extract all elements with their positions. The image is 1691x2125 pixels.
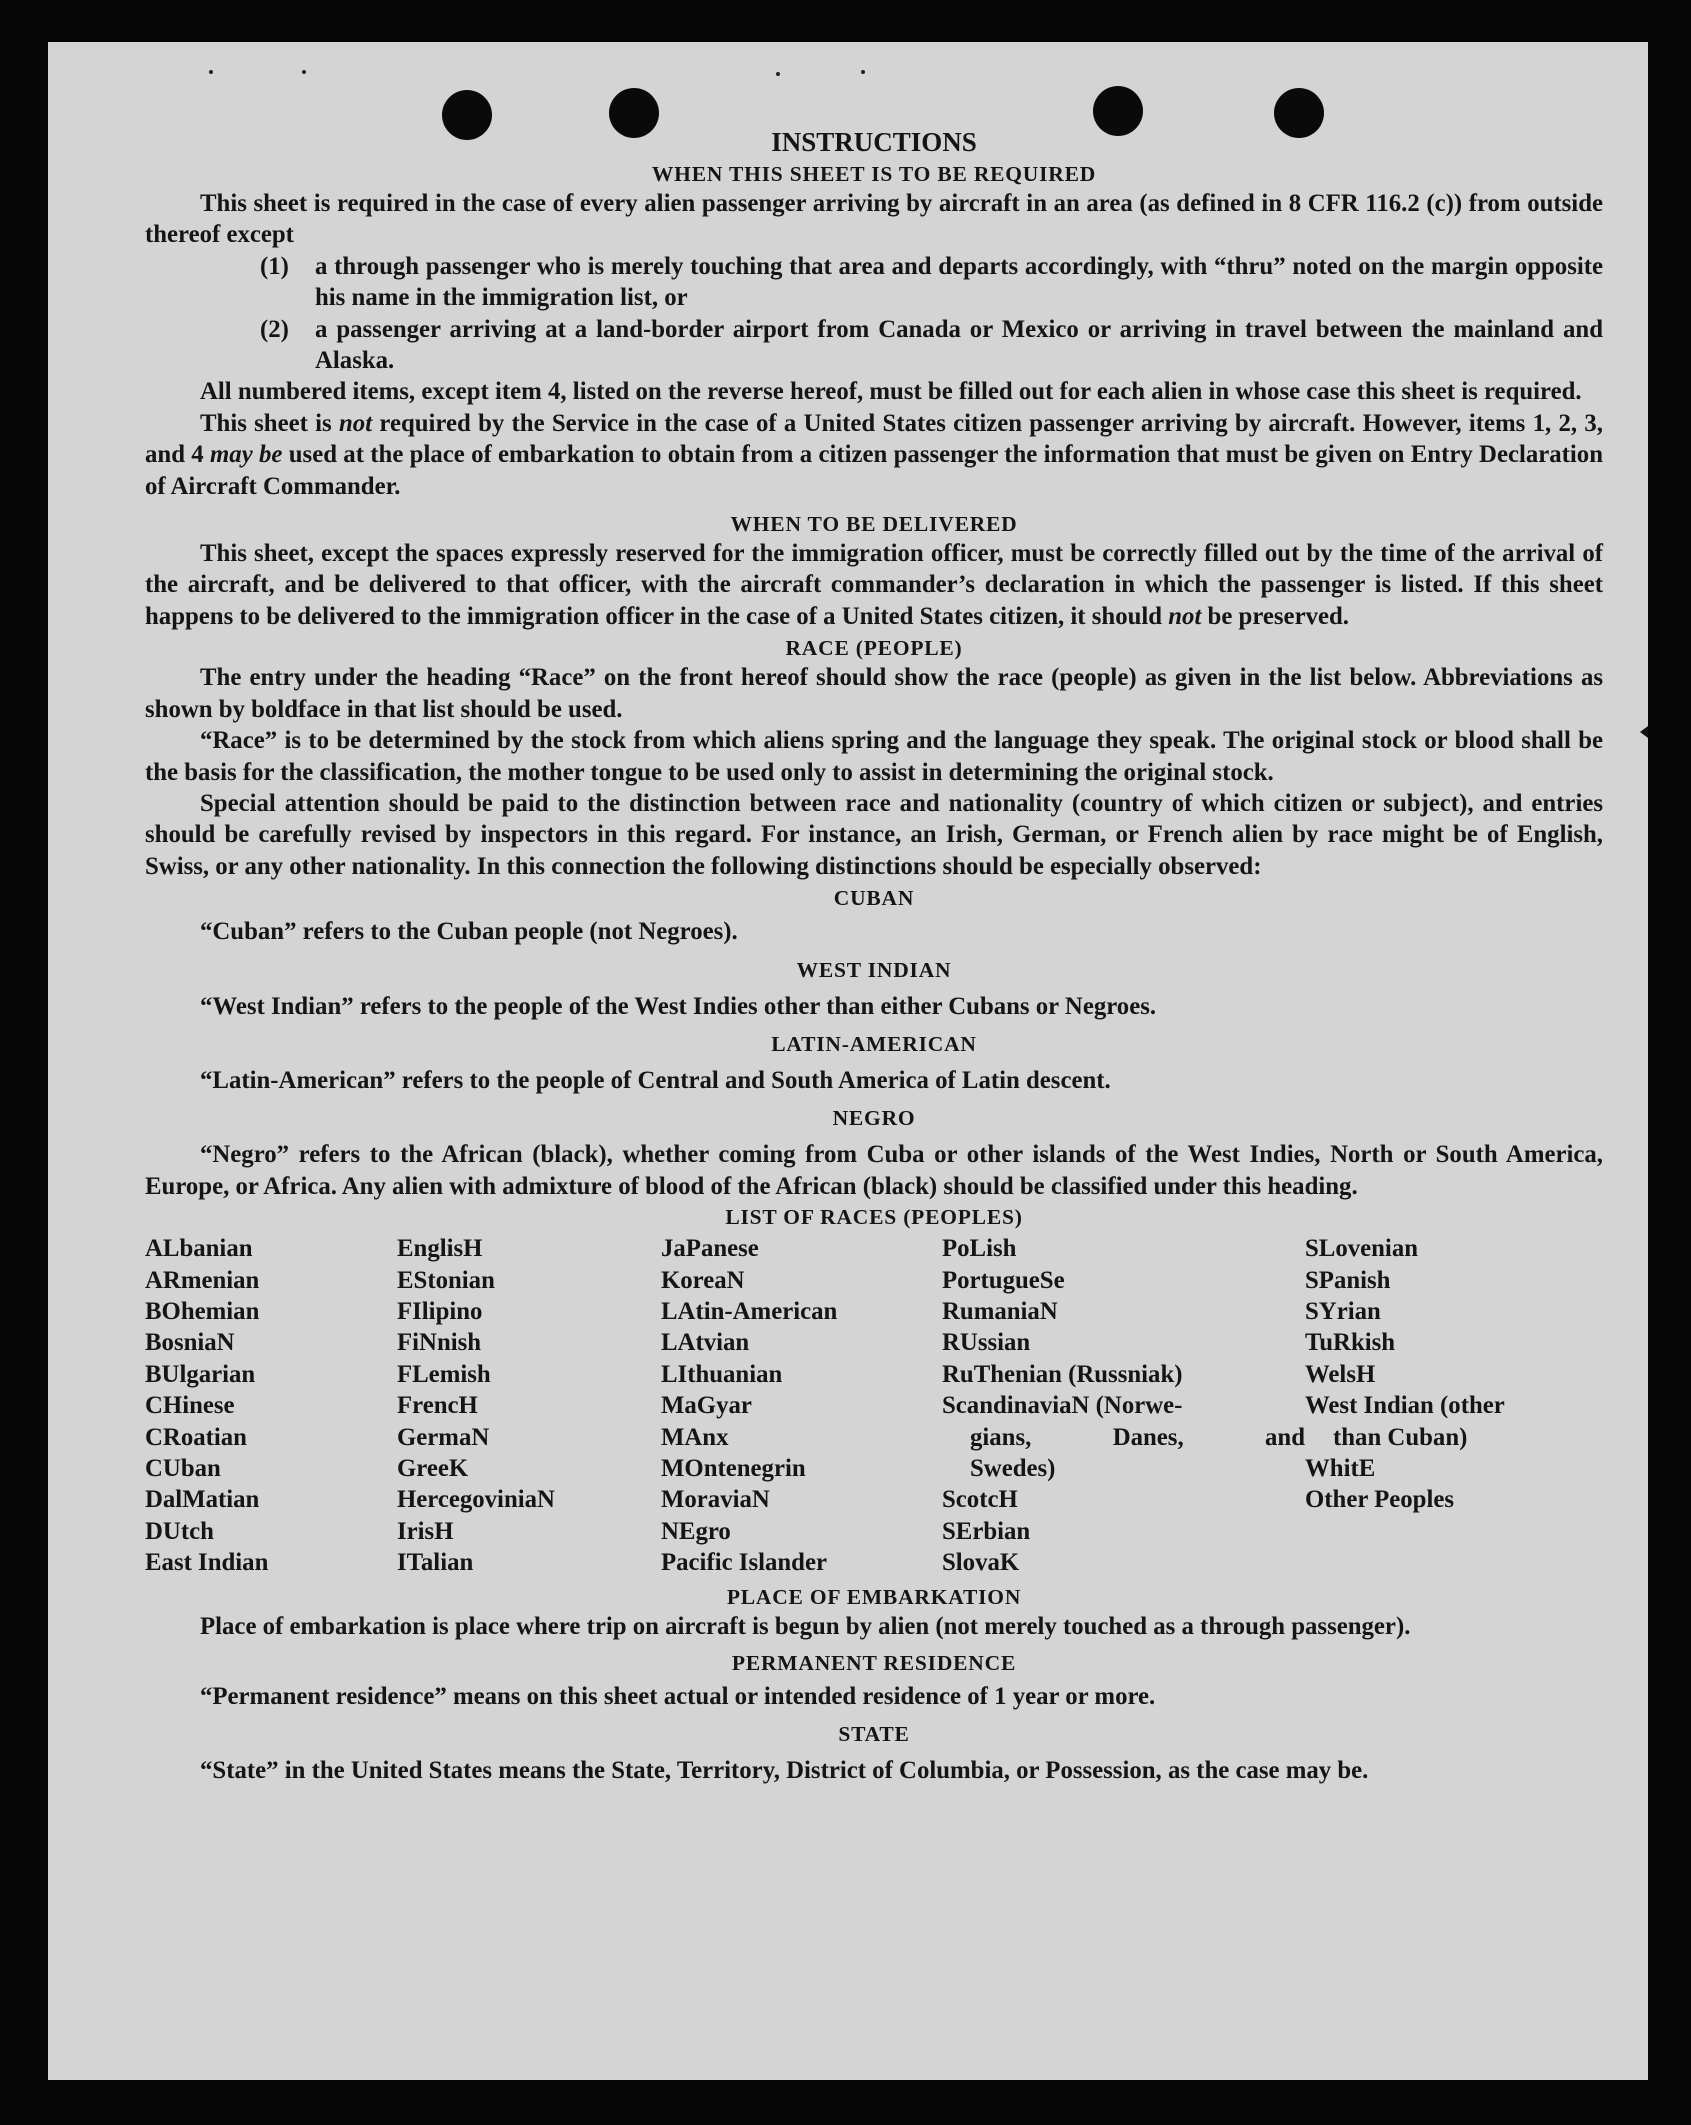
race-entry: SLovenian xyxy=(1305,1235,1419,1263)
race-entry: LIthuanian xyxy=(661,1360,783,1388)
speck xyxy=(861,70,865,74)
item-number: (1) xyxy=(260,252,289,280)
paragraph xyxy=(145,408,1603,502)
paragraph: “Latin-American” refers to the people of Central and South America of Latin descent. xyxy=(200,1066,1111,1094)
list-item xyxy=(260,314,1603,377)
list-item xyxy=(260,251,1603,314)
race-entry: MOntenegrin xyxy=(661,1455,806,1482)
race-entry: CUban xyxy=(145,1455,221,1482)
paragraph: Place of embarkation is place where trip on aircraft is begun by alien (not merely touched as a through passenger). xyxy=(200,1612,1411,1640)
race-entry: CHinese xyxy=(145,1392,235,1420)
race-entry: WhitE xyxy=(1305,1455,1376,1482)
races-column xyxy=(145,1233,397,1578)
race-entry: KoreaN xyxy=(661,1266,745,1294)
text-run: This sheet, except the spaces expressly reserved for the immigration officer, must be correctly filled out by the time of the arrival of the aircraft, and be delivered to that officer, with the aircraft commander’s declaration in which the passenger is listed. If this sheet happens to be delivered to the immigration officer in the case of a United States citizen, it should xyxy=(145,540,1603,630)
text-run: This sheet is xyxy=(200,409,339,437)
paragraph: “Negro” refers to the African (black), whether coming from Cuba or other islands of the West Indies, North or South America, Europe, or Africa. Any alien with admixture of blood of the African (black) should be classified under this heading. xyxy=(145,1141,1603,1200)
race-entry: ALbanian xyxy=(145,1235,253,1263)
paragraph: “West Indian” refers to the people of the West Indies other than either Cubans or Negroes. xyxy=(200,992,1157,1020)
race-entry: gians, Danes, and xyxy=(970,1423,1305,1451)
race-entry: GermaN xyxy=(397,1423,490,1451)
race-entry: DUtch xyxy=(145,1517,214,1545)
race-entry: MAnx xyxy=(661,1423,729,1451)
race-entry: BUlgarian xyxy=(145,1360,256,1388)
race-entry: SlovaK xyxy=(942,1549,1020,1577)
race-entry: EStonian xyxy=(397,1266,495,1294)
item-text: a through passenger who is merely touching that area and departs accordingly, with “thru” noted on the margin opposite his name in the immigration list, or xyxy=(315,252,1603,312)
paragraph: The entry under the heading “Race” on the front hereof should show the race (people) as given in the list below. Abbreviations as shown by boldface in that list should be used. xyxy=(145,664,1603,723)
paragraph xyxy=(145,538,1603,632)
race-entry: WelsH xyxy=(1305,1360,1376,1388)
race-entry: Swedes) xyxy=(970,1455,1056,1482)
page-title: INSTRUCTIONS xyxy=(771,127,977,157)
text-run: required by the Service in the case of a United States citizen passenger arriving by aircraft. However, items 1, 2, 3, and 4 xyxy=(145,409,1603,469)
italic-text: may be xyxy=(210,441,283,469)
race-entry: PoLish xyxy=(942,1235,1017,1263)
race-entry: FrencH xyxy=(397,1392,478,1420)
race-entry: Pacific Islander xyxy=(661,1549,827,1577)
race-entry: FIlipino xyxy=(397,1297,483,1325)
italic-text: not xyxy=(1168,602,1202,630)
heading-embarkation: PLACE OF EMBARKATION xyxy=(726,1584,1022,1609)
race-entry: NEgro xyxy=(661,1517,731,1545)
races-table xyxy=(145,1233,1603,1578)
race-entry: BosniaN xyxy=(145,1329,235,1357)
paragraph: “Cuban” refers to the Cuban people (not Negroes). xyxy=(200,918,738,946)
races-column xyxy=(942,1233,1305,1578)
race-entry: LAtin-American xyxy=(661,1297,838,1325)
race-entry: EnglisH xyxy=(397,1235,483,1263)
heading-negro: NEGRO xyxy=(832,1106,916,1131)
race-entry: East Indian xyxy=(145,1549,269,1577)
race-entry: LAtvian xyxy=(661,1329,750,1357)
races-column xyxy=(397,1233,661,1578)
paragraph: This sheet is required in the case of every alien passenger arriving by aircraft in an area (as defined in 8 CFR 116.2 (c)) from outside thereof except xyxy=(145,190,1603,249)
speck xyxy=(302,70,306,74)
document-page xyxy=(48,42,1648,2080)
speck xyxy=(209,70,213,74)
race-entry: MoraviaN xyxy=(661,1486,770,1514)
race-entry: JaPanese xyxy=(661,1235,759,1263)
text-run: used at the place of embarkation to obtain from a citizen passenger the information that must be given on Entry Declaration of Aircraft Commander. xyxy=(145,441,1604,500)
heading-delivered: WHEN TO BE DELIVERED xyxy=(730,512,1018,537)
race-entry: GreeK xyxy=(397,1455,469,1482)
race-entry: IrisH xyxy=(397,1517,454,1545)
race-entry: RuThenian (Russniak) xyxy=(942,1360,1183,1388)
race-entry: ScotcH xyxy=(942,1486,1018,1514)
race-entry: RumaniaN xyxy=(942,1297,1058,1325)
speck xyxy=(776,72,780,76)
instructions-content xyxy=(145,124,1603,1787)
race-entry: FLemish xyxy=(397,1360,491,1388)
race-entry: TuRkish xyxy=(1305,1329,1396,1357)
paragraph: “Race” is to be determined by the stock from which aliens spring and the language they speak. The original stock or blood shall be the basis for the classification, the mother tongue to be used only to assist in determining the original stock. xyxy=(145,727,1603,786)
heading-required: WHEN THIS SHEET IS TO BE REQUIRED xyxy=(651,162,1097,186)
edge-mark xyxy=(1640,726,1648,738)
race-entry: West Indian (other xyxy=(1305,1392,1505,1420)
race-entry: ScandinaviaN (Norwe- xyxy=(942,1392,1183,1420)
heading-state: STATE xyxy=(838,1722,910,1747)
heading-race: RACE (PEOPLE) xyxy=(785,636,963,661)
paragraph: “State” in the United States means the State, Territory, District of Columbia, or Possession, as the case may be. xyxy=(200,1757,1369,1785)
item-number: (2) xyxy=(260,315,289,343)
race-entry: MaGyar xyxy=(661,1392,752,1420)
item-text: a passenger arriving at a land-border airport from Canada or Mexico or arriving in travel between the mainland and Alaska. xyxy=(315,315,1603,375)
race-entry: SYrian xyxy=(1305,1297,1381,1325)
heading-latin-american: LATIN-AMERICAN xyxy=(771,1031,977,1056)
races-column xyxy=(661,1233,942,1578)
race-entry: BOhemian xyxy=(145,1297,260,1325)
race-entry: ITalian xyxy=(397,1549,474,1577)
heading-cuban: CUBAN xyxy=(833,886,915,911)
race-entry: CRoatian xyxy=(145,1423,247,1451)
text-run: be preserved. xyxy=(1201,602,1349,630)
italic-text: not xyxy=(339,409,373,437)
race-entry: Other Peoples xyxy=(1305,1486,1454,1514)
race-entry: DalMatian xyxy=(145,1486,260,1514)
race-entry: SErbian xyxy=(942,1517,1031,1545)
paragraph: Special attention should be paid to the distinction between race and nationality (country of which citizen or subject), and entries should be carefully revised by inspectors in this regard. For instance, an Irish, German, or French alien by race might be of English, Swiss, or any other nationality. In this connection the following distinctions should be especially observed: xyxy=(145,789,1603,880)
races-column xyxy=(1305,1233,1603,1578)
race-entry: than Cuban) xyxy=(1333,1423,1468,1451)
heading-west-indian: WEST INDIAN xyxy=(796,957,952,982)
paragraph: “Permanent residence” means on this sheet actual or intended residence of 1 year or more. xyxy=(200,1683,1156,1711)
race-entry: FiNnish xyxy=(397,1329,482,1357)
heading-permanent-residence: PERMANENT RESIDENCE xyxy=(731,1651,1017,1676)
race-entry: PortugueSe xyxy=(942,1266,1065,1294)
heading-list-of-races: LIST OF RACES (PEOPLES) xyxy=(725,1205,1023,1230)
race-entry: ARmenian xyxy=(145,1266,260,1294)
race-entry: RUssian xyxy=(942,1329,1031,1357)
race-entry: SPanish xyxy=(1305,1266,1391,1294)
paragraph: All numbered items, except item 4, listed on the reverse hereof, must be filled out for each alien in whose case this sheet is required. xyxy=(200,378,1582,406)
race-entry: HercegoviniaN xyxy=(397,1486,555,1514)
